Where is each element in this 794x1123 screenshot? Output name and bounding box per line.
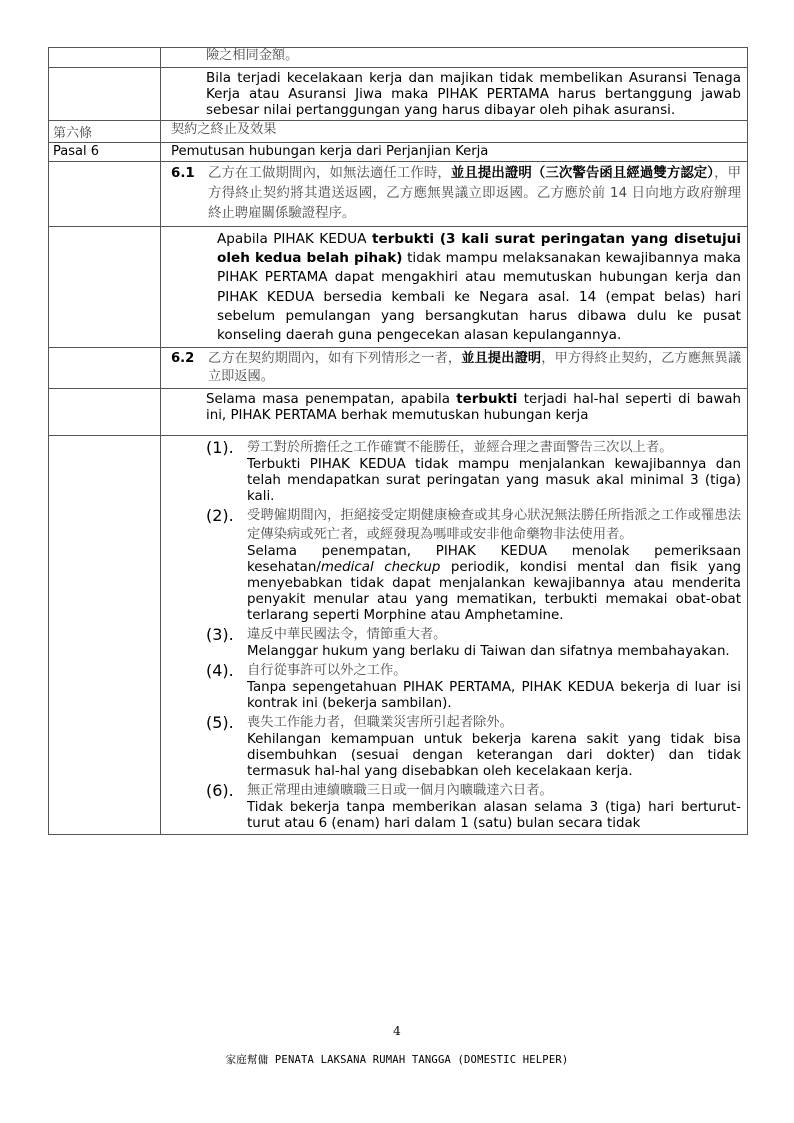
clause-6-2-zh-row <box>49 348 748 389</box>
clause-6-1-zh-row <box>49 162 748 227</box>
clause-number: 6.1 <box>171 166 195 181</box>
list-item <box>206 506 741 624</box>
item-text-zh: 喪失工作能力者，但職業災害所引起者除外。 <box>247 715 513 731</box>
table-row <box>49 48 748 68</box>
article6-title-zh: 契約之終止及效果 <box>171 122 277 137</box>
footer-title: 家庭幫傭 PENATA LAKSANA RUMAH TANGGA (DOMESTIC HELPER) <box>225 1054 569 1066</box>
article6-heading-id-row <box>49 143 748 162</box>
list-item <box>206 661 741 712</box>
list-item <box>206 625 741 660</box>
item-text-zh: 違反中華民國法令，情節重大者。 <box>247 627 447 643</box>
insurance-text-zh: 險之相同金額。 <box>206 48 299 63</box>
item-number: (3). <box>206 625 234 645</box>
item-number: (4). <box>206 661 234 681</box>
clause-6-2-zh: 乙方在契約期間內，如有下列情形之一者，並且提出證明，甲方得終止契約，乙方應無異議立即返國。 <box>208 351 742 385</box>
clause-6-2-id-row <box>49 389 748 436</box>
article6-label-zh: 第六條 <box>49 121 161 143</box>
list-item <box>206 438 741 505</box>
item-text-zh: 自行從事許可以外之工作。 <box>247 663 407 679</box>
clause-6-1-id-row <box>49 227 748 348</box>
item-text-id: Kehilangan kemampuan untuk bekerja karena sakit yang tidak bisa disembuhkan (sesuai dengan keterangan dari dokter) dan tidak termasuk hal-hal yang disebabkan oleh kecelakaan kerja. <box>247 732 741 780</box>
item-text-id: Selama penempatan, PIHAK KEDUA menolak pemeriksaan kesehatan/medical checkup periodik, kondisi mental dan fisik yang menyebabkan tidak dapat menjalankan kewajibannya atau menderita penyakit menular atau yang mematikan, terbukti memakai obat-obat terlarang seperti Morphine atau Amphetamine. <box>247 544 741 624</box>
list-item <box>206 713 741 780</box>
item-text-zh: 受聘僱期間內，拒絕接受定期健康檢查或其身心狀況無法勝任所指派之工作或罹患法定傳染病或死亡者，或經發現為嗎啡或安非他命藥物非法使用者。 <box>247 508 741 543</box>
clause-6-1-id: Apabila PIHAK KEDUA terbukti (3 kali surat peringatan yang disetujui oleh kedua belah pihak) tidak mampu melaksanakan kewajibannya maka PIHAK PERTAMA dapat mengakhiri atau memutuskan hubungan kerja dan PIHAK KEDUA bersedia kembali ke Negara asal. 14 (empat belas) hari sebelum pemulangan yang bersangkutan harus dibawa dulu ke pusat konseling daerah guna pengecekan alasan kepulangannya. <box>217 231 741 344</box>
item-number: (6). <box>206 781 234 801</box>
item-text-id: Tidak bekerja tanpa memberikan alasan selama 3 (tiga) hari berturut-turut atau 6 (enam) hari dalam 1 (satu) bulan secara tidak <box>247 800 741 832</box>
table-row <box>49 68 748 121</box>
list-item <box>206 781 741 832</box>
clause-6-2-id: Selama masa penempatan, apabila terbukti terjadi hal-hal seperti di bawah ini, PIHAK PERTAMA berhak memutuskan hubungan kerja <box>206 392 741 424</box>
article6-label-id: Pasal 6 <box>49 143 161 162</box>
item-text-id: Terbukti PIHAK KEDUA tidak mampu menjalankan kewajibannya dan telah mendapatkan surat peringatan yang masuk akal minimal 3 (tiga) kali. <box>247 457 741 505</box>
item-text-zh: 勞工對於所擔任之工作確實不能勝任，並經合理之書面警告三次以上者。 <box>247 440 673 456</box>
article6-title-id: Pemutusan hubungan kerja dari Perjanjian Kerja <box>171 144 489 159</box>
item-number: (2). <box>206 506 234 526</box>
clause-number: 6.2 <box>171 351 195 367</box>
item-number: (5). <box>206 713 234 733</box>
item-text-id: Tanpa sepengetahuan PIHAK PERTAMA, PIHAK KEDUA bekerja di luar isi kontrak ini (bekerja sambilan). <box>247 680 741 712</box>
item-text-zh: 無正常理由連續曠職三日或一個月內曠職達六日者。 <box>247 783 553 799</box>
termination-items-list <box>161 436 747 834</box>
item-text-id: Melanggar hukum yang berlaku di Taiwan dan sifatnya membahayakan. <box>247 644 730 660</box>
item-number: (1). <box>206 438 234 458</box>
article6-heading-zh-row <box>49 121 748 143</box>
content-cell <box>161 68 748 121</box>
page-number: 4 <box>393 1024 401 1038</box>
label-cell-empty <box>49 48 161 68</box>
insurance-text-id: Bila terjadi kecelakaan kerja dan majikan tidak membelikan Asuransi Tenaga Kerja atau Asuransi Jiwa maka PIHAK PERTAMA harus bertanggung jawab sebesar nilai pertanggungan yang harus dibayar oleh pihak asuransi. <box>206 70 741 118</box>
content-cell <box>161 48 748 68</box>
clause-6-1-zh: 乙方在工做期間內，如無法適任工作時，並且提出證明（三次警告函且經過雙方認定），甲方得終止契約將其遣送返國，乙方應無異議立即返國。乙方應於前 14 日向地方政府辦理終止聘雇關係驗證程序。 <box>208 166 741 221</box>
contract-table <box>48 47 748 835</box>
clause-6-2-items-row <box>49 436 748 835</box>
